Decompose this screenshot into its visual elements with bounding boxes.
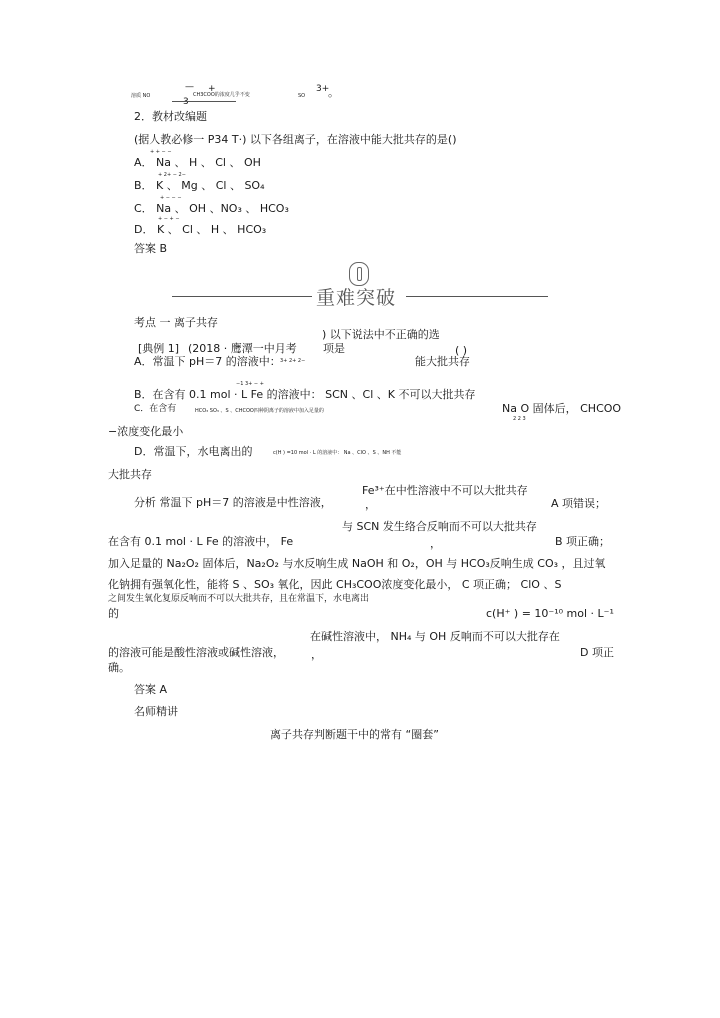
choice-c-end: Na O 固体后， CHCOO (502, 402, 622, 415)
option-c: C． Na 、 OH 、NO₃ 、 HCO₃ (134, 202, 289, 215)
analysis-text: ， (311, 648, 322, 661)
topic-label: 考点 一 离子共存 (134, 316, 218, 329)
choice-d: D．常温下，水电离出的 (134, 445, 253, 458)
analysis-text: 在碱性溶液中， NH₄ 与 OH 反响而不可以大批存在 (310, 630, 560, 643)
analysis-text: 的 (108, 607, 119, 620)
option-sup: + + − − (150, 149, 172, 155)
fragment-text: + (208, 84, 216, 94)
example-text: 项是 (323, 342, 345, 355)
choice-d-ions: c(H ) =10 mol · L 的溶液中： Na 、ClO 、S 、NH 不能 (273, 450, 402, 456)
example-text: ) 以下说法中不正确的选 (322, 328, 440, 341)
option-sup: + − + − (158, 216, 180, 222)
fragment-text: 3 (183, 97, 189, 107)
heading-rule-left (172, 296, 312, 297)
example-label: [典例 1] (138, 342, 180, 355)
question-intro: (据人教必修一 P34 T·) 以下各组离子，在溶液中能大批共存的是() (134, 133, 457, 146)
choice-c-ions: HCO₃ SO₃ 、S 、CHCOO四种阴离子的溶液中加入足量的 (195, 408, 324, 414)
analysis-text: Fe³⁺在中性溶液中不可以大批共存 (362, 484, 528, 497)
analysis-text: 分析 常温下 pH＝7 的溶液是中性溶液， (134, 496, 332, 509)
option-a: A． Na 、 H 、 Cl 、 OH (134, 156, 261, 169)
option-d: D． K 、 Cl 、 H 、 HCO₃ (134, 223, 267, 236)
analysis-text: 之间发生氧化复原反响而不可以大批共存，且在常温下，水电离出 (108, 594, 370, 604)
answer-text: 答案 A (134, 683, 168, 696)
teacher-heading: 名师精讲 (134, 705, 178, 718)
fragment-text: — (185, 82, 194, 92)
analysis-text: D 项正 (580, 646, 614, 659)
choice-c: C．在含有 (134, 404, 177, 414)
option-b: B． K 、 Mg 、 Cl 、 SO₄ (134, 179, 265, 192)
heading-rule-right (406, 296, 548, 297)
fragment-text: 。 (328, 86, 339, 99)
option-sup: + − − − (160, 195, 182, 201)
analysis-text: 加入足量的 Na₂O₂ 固体后，Na₂O₂ 与水反响生成 NaOH 和 O₂，OH 与 HCO₃反响生成 CO₃ ，且过氧 (108, 557, 606, 570)
analysis-text: 的溶液可能是酸性溶液或碱性溶液， (108, 646, 284, 659)
fragment-text: 3+ (316, 84, 330, 94)
analysis-text: ， (430, 537, 441, 550)
answer-text: 答案 B (134, 242, 168, 255)
fragment-text: 溶质 NO (131, 93, 151, 99)
question-title: 2．教材改编题 (134, 110, 207, 123)
analysis-text: 在含有 0.1 mol · L Fe 的溶液中， Fe (108, 535, 294, 548)
section-heading: 重难突破 (316, 287, 397, 309)
choice-a: A．常温下 pH＝7 的溶液中： (134, 355, 281, 368)
analysis-text: B 项正确； (555, 535, 611, 548)
analysis-text: 与 SCN 发生络合反响而不可以大批共存 (342, 520, 537, 533)
choice-b: B．在含有 0.1 mol · L Fe 的溶液中： SCN 、Cl 、K 不可以大批共存 (134, 388, 476, 401)
analysis-text: 确。 (108, 661, 130, 674)
analysis-text: 化钠拥有强氧化性，能将 S 、SO₃ 氧化，因此 CH₃COO浓度变化最小， C 项正确； ClO 、S (108, 578, 562, 591)
example-source: (2018 · 鹰潭一中月考 (188, 342, 297, 355)
fragment-text: CH3COO的浓度几乎不变 (193, 92, 250, 98)
analysis-text: c(H⁺ ) = 10⁻¹⁰ mol · L⁻¹ (486, 607, 614, 620)
fragment-text: SO (298, 93, 306, 99)
choice-a-end: 能大批共存 (415, 355, 470, 368)
choice-a-ions: 3+ 2+ 2− (280, 358, 306, 364)
option-sup: + 2+ − 2− (158, 172, 186, 178)
choice-d-next: 大批共存 (108, 468, 152, 481)
choice-b-sup: −1 3+ − + (236, 381, 264, 387)
analysis-text: ， (365, 498, 376, 511)
fragment-underline (172, 101, 236, 102)
analysis-text: A 项错误； (551, 497, 607, 510)
example-paren: ( ) (455, 344, 468, 357)
choice-c-next: −浓度变化最小 (108, 425, 184, 438)
trap-title: 离子共存判断题干中的常有 “圈套” (270, 728, 439, 741)
choice-c-sub: 2 2 3 (513, 416, 526, 422)
